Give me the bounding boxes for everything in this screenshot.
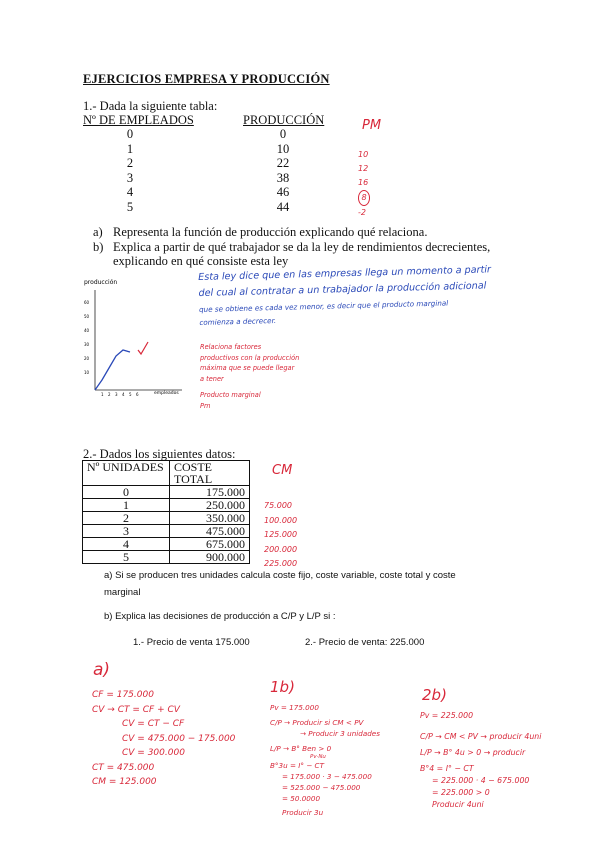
q-b-label: b) — [93, 240, 104, 254]
answer-b2-line: = 225.000 > 0 — [432, 788, 490, 797]
answer-b2-label: 2b) — [422, 686, 447, 704]
answer-b2-line: B°4 = I° − CT — [420, 764, 474, 773]
table-cell: 38 — [276, 170, 290, 185]
ex1-emp-column — [120, 127, 140, 214]
answer-b2-line: Pv = 225.000 — [420, 711, 474, 720]
pm-value: 10 — [358, 150, 369, 159]
pm-value: -2 — [358, 208, 366, 217]
header-cell-line: TOTAL — [174, 472, 213, 486]
table-row — [83, 551, 250, 564]
cm-value: 225.000 — [264, 559, 298, 568]
table-cell: 250.000 — [170, 499, 250, 512]
graph-y-tick: 10 — [84, 370, 90, 375]
note-line: Producto marginal — [200, 391, 261, 399]
blue-answer — [198, 262, 492, 331]
cm-label: CM — [272, 463, 293, 478]
answer-line: que se obtiene es cada vez menor, es decir que el producto marginal — [198, 298, 449, 314]
table-cell: 3 — [126, 170, 134, 185]
answer-b1-line: C/P → Producir si CM < PV — [270, 718, 364, 727]
table-row — [83, 512, 250, 525]
cm-value: 100.000 — [264, 515, 298, 525]
ex1-intro: 1.- Dada la siguiente tabla: — [83, 99, 218, 113]
answer-a-line: CM = 125.000 — [92, 777, 157, 787]
table-cell: 10 — [276, 141, 290, 156]
table-row — [83, 525, 250, 538]
ex1-col1-header: Nº DE EMPLEADOS — [83, 113, 194, 127]
note-line: productivos con la producción — [200, 353, 300, 362]
pm-value: 8 — [358, 190, 370, 206]
table-cell: 175.000 — [170, 486, 250, 499]
table-cell: 4 — [126, 185, 134, 199]
answer-b1-line: = 175.000 · 3 − 475.000 — [282, 772, 372, 781]
pm-value: 12 — [358, 164, 369, 173]
answer-b1-line: Pv = 175.000 — [270, 703, 319, 712]
note-line: Relaciona factores — [200, 343, 262, 351]
table-cell: 0 — [279, 127, 287, 141]
header-cell — [170, 461, 250, 486]
ex2-price1: 1.- Precio de venta 175.000 — [133, 637, 250, 648]
graph-y-label: producción — [84, 279, 118, 286]
answer-line: Esta ley dice que en las empresas llega un momento a partir — [198, 264, 492, 283]
note-line: a tener — [200, 374, 224, 383]
graph-y-tick: 60 — [84, 300, 90, 305]
graph-y-tick: 50 — [84, 314, 90, 319]
table-cell: 46 — [276, 185, 290, 199]
q-a-label: a) — [93, 225, 103, 239]
q-a-text: Representa la función de producción explicando qué relaciona. — [113, 225, 428, 239]
answer-b1-line: L/P → B° Ben > 0 — [270, 744, 332, 753]
graph-y-tick: 40 — [84, 328, 90, 333]
pm-value: 16 — [358, 178, 369, 187]
table-cell: 3 — [83, 525, 170, 538]
answer-b1-line: → Producir 3 unidades — [300, 729, 380, 738]
cm-values — [264, 499, 297, 572]
table-cell: 0 — [83, 486, 170, 499]
table-header-row — [83, 461, 250, 486]
ex2-q-a: a) Si se producen tres unidades calcula coste fijo, coste variable, coste total y coste — [104, 570, 456, 581]
cm-value: 125.000 — [264, 530, 298, 539]
graph-x-label: empleados — [154, 391, 179, 396]
table-row — [83, 538, 250, 551]
table-cell: 5 — [126, 199, 134, 214]
answer-b1-line: Producir 3u — [282, 808, 324, 817]
red-notes — [200, 342, 299, 411]
answer-b2-line: L/P → B° 4u > 0 → producir — [420, 748, 526, 757]
cm-value: 75.000 — [264, 501, 292, 510]
q-b-text-2: explicando en qué consiste esta ley — [113, 254, 289, 268]
table-cell: 350.000 — [170, 512, 250, 525]
ex1-col2-header: PRODUCCIÓN — [243, 113, 325, 127]
answer-a — [92, 688, 235, 790]
note-line: máxima que se puede llegar — [200, 364, 295, 372]
ex1-prod-column — [268, 127, 298, 214]
pm-values — [358, 148, 370, 220]
graph-x-tick: 6 — [136, 392, 139, 397]
answer-a-line: CV = CT − CF — [122, 719, 185, 729]
ex2-q-b: b) Explica las decisiones de producción a C/P y L/P si : — [104, 611, 336, 622]
answer-b2-line: Producir 4uni — [432, 800, 484, 809]
table-cell: 0 — [126, 127, 134, 141]
table-cell: 2 — [83, 512, 170, 525]
table-row — [83, 499, 250, 512]
answer-b1-label: 1b) — [270, 678, 295, 696]
q-b-text-1: Explica a partir de qué trabajador se da la ley de rendimientos decrecientes, — [113, 240, 491, 254]
answer-b1-line: = 50.0000 — [282, 794, 321, 803]
graph-x-tick: 2 — [108, 392, 111, 397]
answer-a-label: a) — [93, 660, 111, 680]
header-cell: Nº UNIDADES — [83, 461, 170, 486]
answer-b2-line: C/P → CM < PV → producir 4uni — [420, 732, 542, 741]
ex2-intro: 2.- Dados los siguientes datos: — [83, 447, 236, 461]
answer-b1-line: Pv·Nu — [310, 754, 326, 760]
graph-x-tick: 5 — [129, 392, 132, 397]
table-cell: 1 — [126, 141, 134, 156]
graph-x-tick: 1 — [101, 392, 104, 397]
answer-line: comienza a decrecer. — [199, 315, 277, 327]
answer-b2-line: = 225.000 · 4 − 675.000 — [432, 776, 530, 785]
table-cell: 44 — [276, 199, 290, 214]
table-cell: 22 — [276, 156, 290, 170]
table-cell: 4 — [83, 538, 170, 551]
answer-a-line: CV = 300.000 — [122, 748, 185, 758]
pm-label: PM — [362, 118, 382, 133]
header-cell-line: COSTE — [174, 460, 213, 474]
answer-a-line: CT = 475.000 — [92, 762, 155, 773]
graph-y-tick: 20 — [84, 356, 90, 361]
table-cell: 5 — [83, 551, 170, 564]
ex2-q-a-cont: marginal — [104, 587, 141, 598]
answer-line: del cual al contratar a un trabajador la producción adicional — [198, 280, 487, 299]
production-graph — [82, 272, 192, 407]
table-cell: 475.000 — [170, 525, 250, 538]
graph-x-tick: 3 — [115, 392, 118, 397]
production-curve — [95, 350, 130, 390]
table-cell: 1 — [83, 499, 170, 512]
answer-b1 — [270, 702, 380, 818]
table-cell: 675.000 — [170, 538, 250, 551]
note-line: Pm — [200, 401, 211, 410]
answer-b2 — [420, 710, 541, 811]
table-cell: 900.000 — [170, 551, 250, 564]
check-icon — [138, 342, 148, 354]
cm-value: 200.000 — [264, 544, 298, 554]
graph-x-tick: 4 — [122, 392, 125, 397]
answer-b1-line: B°3u = I° − CT — [270, 761, 324, 770]
graph-y-tick: 30 — [84, 342, 90, 347]
page-title: EJERCICIOS EMPRESA Y PRODUCCIÓN — [83, 72, 330, 86]
ex2-price2: 2.- Precio de venta: 225.000 — [305, 637, 425, 648]
answer-a-line: CV = 475.000 − 175.000 — [122, 733, 236, 744]
cost-table — [82, 460, 250, 564]
table-row — [83, 486, 250, 499]
answer-b1-line: = 525.000 − 475.000 — [282, 783, 361, 792]
table-cell: 2 — [126, 156, 134, 170]
answer-a-line: CF = 175.000 — [92, 690, 154, 700]
answer-a-line: CV → CT = CF + CV — [92, 704, 180, 715]
